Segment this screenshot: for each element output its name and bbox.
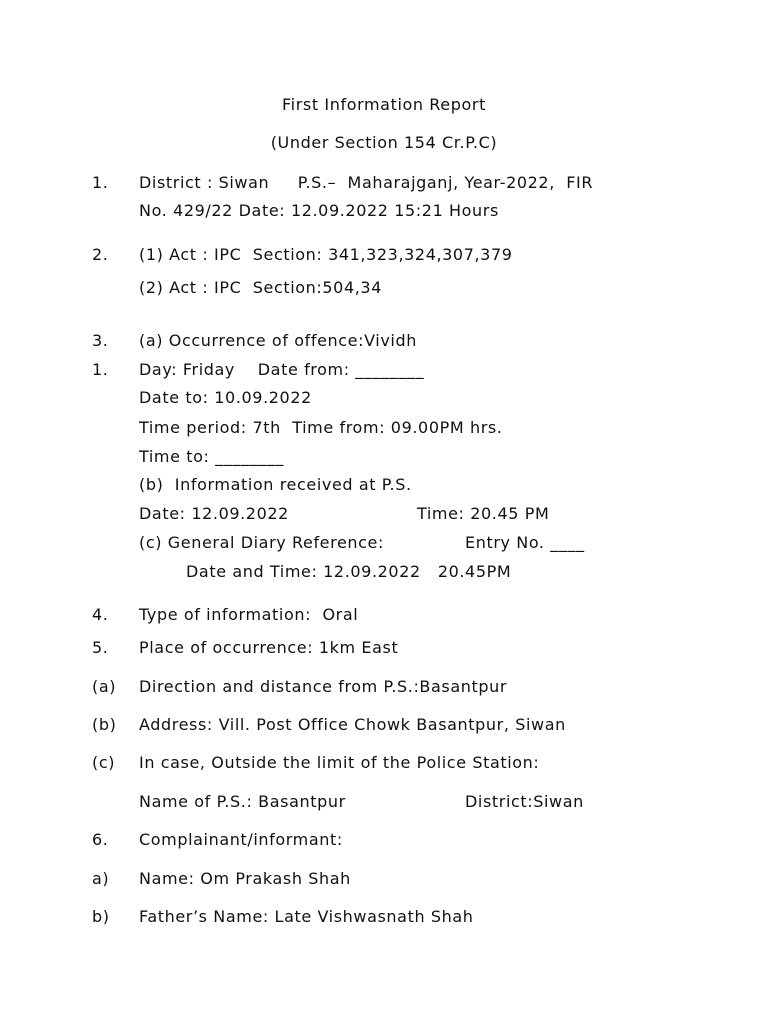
act-line-2: (2) Act : IPC Section:504,34 — [139, 278, 382, 297]
complainant-heading: Complainant/informant: — [139, 830, 343, 849]
item-letter-a-complainant: a) — [92, 869, 110, 888]
document-title: First Information Report — [282, 95, 486, 114]
item-number-2: 2. — [92, 245, 109, 264]
item-letter-b-complainant: b) — [92, 907, 110, 926]
type-of-information: Type of information: Oral — [139, 605, 359, 624]
address-line: Address: Vill. Post Office Chowk Basantpur, Siwan — [139, 715, 566, 734]
gd-reference: (c) General Diary Reference: — [139, 533, 384, 552]
complainant-name: Name: Om Prakash Shah — [139, 869, 351, 888]
occurrence-line: (a) Occurrence of offence:Vividh — [139, 331, 417, 350]
outside-limit-line: In case, Outside the limit of the Police Station: — [139, 753, 540, 772]
item-number-4: 4. — [92, 605, 109, 624]
gd-date-time: Date and Time: 12.09.2022 20.45PM — [186, 562, 512, 581]
district-line-2: No. 429/22 Date: 12.09.2022 15:21 Hours — [139, 201, 499, 220]
item-letter-b: (b) — [92, 715, 117, 734]
info-date: Date: 12.09.2022 — [139, 504, 289, 523]
act-line-1: (1) Act : IPC Section: 341,323,324,307,379 — [139, 245, 513, 264]
info-received-line: (b) Information received at P.S. — [139, 475, 412, 494]
date-to-line: Date to: 10.09.2022 — [139, 388, 312, 407]
info-time: Time: 20.45 PM — [417, 504, 550, 523]
document-subtitle: (Under Section 154 Cr.P.C) — [270, 133, 498, 152]
father-name: Father’s Name: Late Vishwasnath Shah — [139, 907, 474, 926]
ps-district: District:Siwan — [465, 792, 584, 811]
item-letter-c: (c) — [92, 753, 116, 772]
day-line: Day: Friday Date from: ________ — [139, 360, 425, 379]
ps-name: Name of P.S.: Basantpur — [139, 792, 346, 811]
item-number-3: 3. — [92, 331, 109, 350]
district-line-1: District : Siwan P.S.– Maharajganj, Year-2022, FIR — [139, 173, 594, 192]
item-letter-a: (a) — [92, 677, 117, 696]
gd-entry-number: Entry No. ____ — [465, 533, 585, 552]
item-number-1: 1. — [92, 173, 109, 192]
direction-distance: Direction and distance from P.S.:Basantpur — [139, 677, 508, 696]
time-to-line: Time to: ________ — [139, 447, 284, 466]
item-number-6: 6. — [92, 830, 109, 849]
time-period-line: Time period: 7th Time from: 09.00PM hrs. — [139, 418, 503, 437]
place-of-occurrence: Place of occurrence: 1km East — [139, 638, 399, 657]
item-number-5: 5. — [92, 638, 109, 657]
item-number-3-1: 1. — [92, 360, 109, 379]
